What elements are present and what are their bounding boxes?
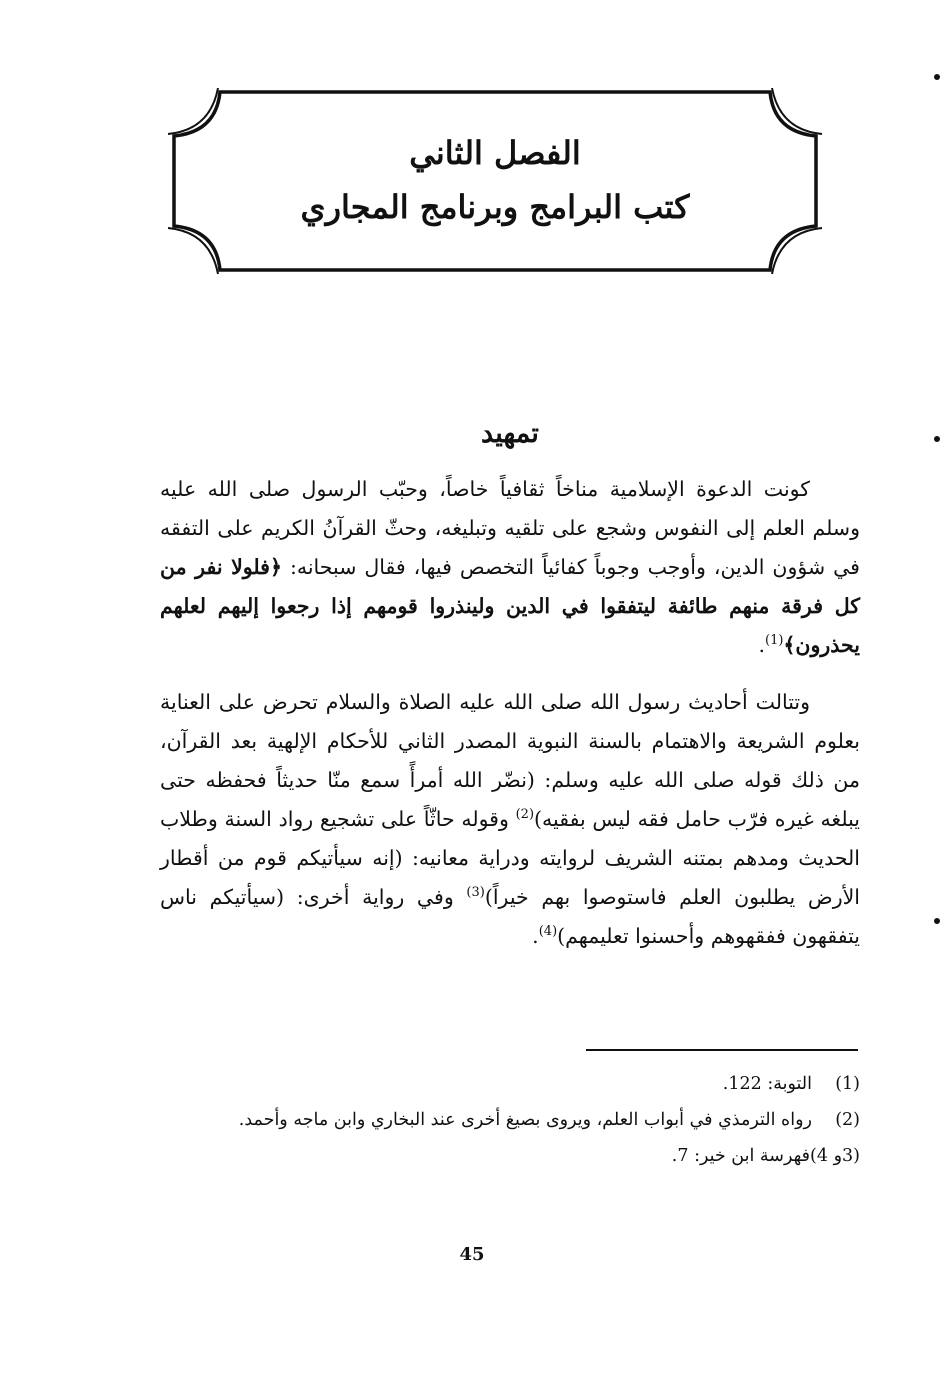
footnote-number: (2) [835,1110,860,1130]
paragraph-2-text-b: وقوله حاثّاً على تشجيع رواد السنة وطلاب الحديث ومدهم بمتنه الشريف لروايته ودراية معانيه: (إنه سيأتيكم قوم من أقطار الأرض يطلبون العلم فاستوصوا بهم خيراً) [160,807,860,909]
paragraph-1 [160,470,860,665]
footnote-ref-3: (3) [466,885,485,901]
chapter-title-line-1: الفصل الثاني [409,134,581,172]
chapter-title-frame [160,86,830,276]
quran-quote: ﴿فلولا نفر من كل فرقة منهم طائفة ليتفقوا في الدين ولينذروا قومهم إذا رجعوا إليهم لعلهم يحذرون﴾ [160,555,860,657]
paragraph-1-text: كونت الدعوة الإسلامية مناخاً ثقافياً خاصاً، وحبّب الرسول صلى الله عليه وسلم العلم إلى النفوس وشجع على تلقيه وتبليغه، وحثّ القرآنُ الكريم على التفقه في شؤون الدين، وأوجب وجوباً كفائياً التخصص فيها، فقال سبحانه: [160,477,860,579]
footnote-ref-4: (4) [538,924,558,940]
paragraph-2-end: . [532,924,539,948]
footnote-text: التوبة: 122. [722,1074,812,1094]
footnote-separator [586,1049,858,1051]
margin-mark [934,74,940,80]
footnotes [160,1068,860,1176]
footnote-text: رواه الترمذي في أبواب العلم، ويروى بصيغ أخرى عند البخاري وابن ماجه وأحمد. [238,1110,812,1130]
footnote-text: فهرسة ابن خير: 7. [671,1146,811,1166]
chapter-title [160,126,830,234]
footnote-item [160,1104,860,1136]
paragraph-1-end: . [758,633,765,657]
footnote-item [160,1140,860,1172]
margin-mark [934,436,940,442]
page-number: 45 [459,1244,485,1265]
footnote-number: (3و 4) [810,1146,860,1166]
paragraph-2-text-a: وتتالت أحاديث رسول الله صلى الله عليه الصلاة والسلام تحرض على العناية بعلوم الشريعة والاهتمام بالسنة النبوية المصدر الثاني للأحكام الإلهية بعد القرآن، من ذلك قوله صلى الله عليه وسلم: (نضّر الله أمرأً سمع منّا حديثاً فحفظه حتى يبلغه غيره فرّب حامل فقه ليس بفقيه) [160,690,861,831]
body-text [160,470,860,974]
paragraph-2 [160,683,860,956]
margin-mark [934,918,940,924]
chapter-title-line-2: كتب البرامج وبرنامج المجاري [300,188,690,226]
paragraph-2-text-c: وفي رواية أخرى: (سيأتيكم ناس يتفقهون ففقهوهم وأحسنوا تعليمهم) [160,885,860,948]
footnote-item [160,1068,860,1100]
footnote-ref-1: (1) [764,633,784,649]
section-heading: تمهيد [481,418,539,449]
footnote-number: (1) [835,1074,860,1094]
footnote-ref-2: (2) [515,807,535,823]
